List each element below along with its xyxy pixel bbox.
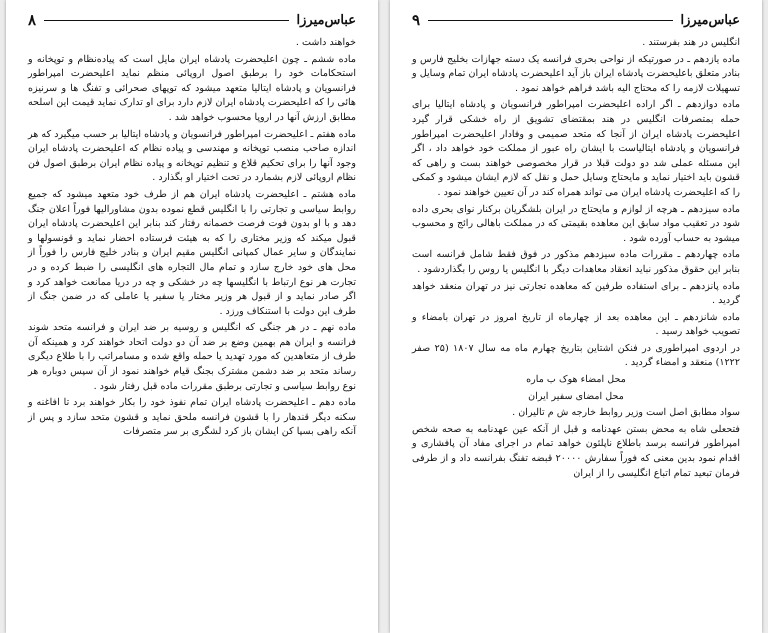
- header-rule: [44, 20, 288, 21]
- paragraph: در اردوی امپراطوری در فنکن اشتاین بتاریخ چهارم ماه مه سال ۱۸۰۷ (۲۵ صفر ۱۲۲۲) منعقد و امضاء گردید .: [412, 342, 741, 369]
- left-page: [6, 0, 378, 633]
- paragraph: ماده ششم ـ چون اعلیحضرت پادشاه ایران مایل است که پیاده‌نظام و توپخانه و استحکامات خود را برطبق اصول اروپائی منظم نماید اعلیحضرت امپراطور فرانسویان و پادشاه ایتالیا متعهد میشود که توپهای صحرائی و تفنگ ها و سرنیزه هائی را که اعلیحضرت پادشاه ایران لازم دارد برای او تدارک نماید قیمت این اسلحه مطابق ارزش آنها در اروپا محسوب خواهد شد .: [28, 53, 356, 123]
- running-title: عباس‌میرزا: [296, 12, 356, 28]
- paragraph: ماده سیزدهم ـ هرچه از لوازم و مایحتاج در ایران بلشگریان برکنار نوای بحری داده شود در تعقیب مواد سابق این معاهده بقیمتی که در مملکت باهالی رائج و محسوب میشود به حساب آورده شود .: [412, 203, 740, 244]
- page-number: ۸: [28, 11, 37, 29]
- page-number: ۹: [412, 11, 421, 29]
- paragraph: ماده هفتم ـ اعلیحضرت امپراطور فرانسویان و پادشاه ایتالیا بر حسب میگیرد که هر اندازه صاحب منصب توپخانه و مهندسی و پیاده نظام که اعلیحضرت پادشاه ایران وجود آنها را برای تحکیم قلاع و تنظیم توپخانه و پیاده نظام ایران برطبق اصول فن نظام اروپائی لازم بشمارد در تحت اختیار او بگذارد .: [28, 128, 356, 184]
- page-body: [412, 36, 740, 481]
- signature-line: محل امضاء هوک ب ماره: [526, 374, 626, 386]
- paragraph: ماده یازدهم ـ در صورتیکه از نواحی بحری فرانسه یک دسته جهازات بخلیج فارس و بنادر متعلق باعلیحضرت پادشاه ایران باز آید اعلیحضرت پادشاه ایران تمام وسایل و تسهیلات لازمه را که محتاج الیه باشد فراهم خواهد نمود .: [412, 53, 740, 94]
- header-rule: [428, 20, 672, 21]
- paragraph: ماده دوازدهم ـ اگر اراده اعلیحضرت امپراطور فرانسویان و پادشاه ایتالیا برای حمله بمتصرفات انگلیس در هند بمقتضای تشویق از راه خشکی قرار گیرد اعلیحضرت پادشاه ایران از آنجا که متحد صمیمی و وفادار اعلیحضرت امپراطور فرانسویان و پادشاه ایتالیاست با ایشان راه عبور از مملکت خود خواهد داد ، اگر این مسئله عملی شد دو دولت قبلا در قرار مخصوصی خواهند بست و راهی که قشون باید اختیار نماید و مایحتاج وسایل حمل و نقل که لازم ایشان میشود و کمکی را که اعلیحضرت پادشاه ایران می تواند همراه کند در آن تعیین خواهند نمود .: [412, 99, 740, 198]
- page-body: [28, 36, 356, 440]
- page-header: [412, 10, 740, 30]
- paragraph: ماده شانزدهم ـ این معاهده بعد از چهارماه از تاریخ امروز در تهران بامضاء و تصویب خواهد رسید .: [412, 311, 740, 338]
- running-title: عباس‌میرزا: [680, 12, 740, 28]
- paragraph: ماده پانزدهم ـ برای استفاده طرفین که معاهده تجارتی نیز در تهران منعقد خواهد گردید .: [412, 280, 740, 307]
- paragraph: خواهند داشت .: [295, 37, 356, 48]
- paragraph: ماده دهم ـ اعلیحضرت پادشاه ایران تمام نفوذ خود را بکار خواهند برد تا افاغنه و سکنه دیگر قندهار را با قشون فرانسه ملحق نماید و قشون متحد سازد و پس از آنکه راهی بسپا کن ایشان باز کرد لشگری بر سر متصرفات: [28, 397, 356, 438]
- paragraph: ماده هشتم ـ اعلیحضرت پادشاه ایران هم از طرف خود متعهد میشود که جمیع روابط سیاسی و تجارتی را با انگلیس قطع نموده بدون مشاورالیها فوراً اعلان جنگ دهد و با او بدون فوت فرصت خصمانه رفتار کند بنابر این اعلیحضرت پادشاه ایران قبول میکند که وزیر مختاری را که به هیئت فرستاده احضار نماید و قونسولها و نمایندگان و سایر عمال کمپانی انگلیس مقیم ایران و بنادر خلیج فارس را فوراً از محل های خود خارج سازد و تمام مال التجاره های انگلیسی را ضبط کرده و در تجارت هر نوع ارتباط با انگلیسها چه در خشکی و چه در دریا ممانعت خواهد کرد و اگر صادر نماید و از قبول هر وزیر مختار یا سفیر یا عاملی که در ضمن جنگ از طرف این دولت با استنکاف ورزد .: [28, 188, 356, 317]
- paragraph: فتحعلی شاه به محض بستن عهدنامه و قبل از آنکه عین عهدنامه به صحه شخص امپراطور فرانسه برسد باطلاع ناپلئون خواهد تمام در اجرای مفاد آن پافشاری و اقدام نمود بدین معنی که فوراً سفارش ۲۰۰۰۰ قبضه تفنگ بفرانسه داد و از طرفی فرمان تبعید تمام اتباع انگلیسی را از ایران: [412, 423, 740, 479]
- signature-line: محل امضای سفیر ایران: [528, 390, 624, 402]
- paragraph: سواد مطابق اصل است وزیر روابط خارجه ش م تالیران .: [512, 407, 740, 419]
- right-page: [390, 0, 762, 633]
- paragraph: ماده چهاردهم ـ مقررات ماده سیزدهم مذکور در فوق فقط شامل فرانسه است بنابر این حقوق مذکور نباید انعقاد معاهدات دیگر با انگلیس یا روس را بگذاردشود .: [412, 249, 740, 275]
- paragraph: ماده نهم ـ در هر جنگی که انگلیس و روسیه بر ضد ایران و فرانسه متحد شوند فرانسه و ایران هم بهمین وضع بر ضد آن دو دولت اتحاد خواهند کرد و همینکه آن طرف از متعاهدین که مورد تهدید یا حمله واقع شده و مسامراتب را با طلاع دیگری رساند متحد بر ضد دشمن مشترک بجنگ قیام خواهند نمود از آن سپس دوباره هر نوع روابط سیاسی و تجارتی برطبق مقررات ماده قبل رفتار شود .: [28, 322, 356, 392]
- paragraph: انگلیس در هند بفرستند .: [642, 37, 740, 48]
- page-header: [28, 10, 356, 30]
